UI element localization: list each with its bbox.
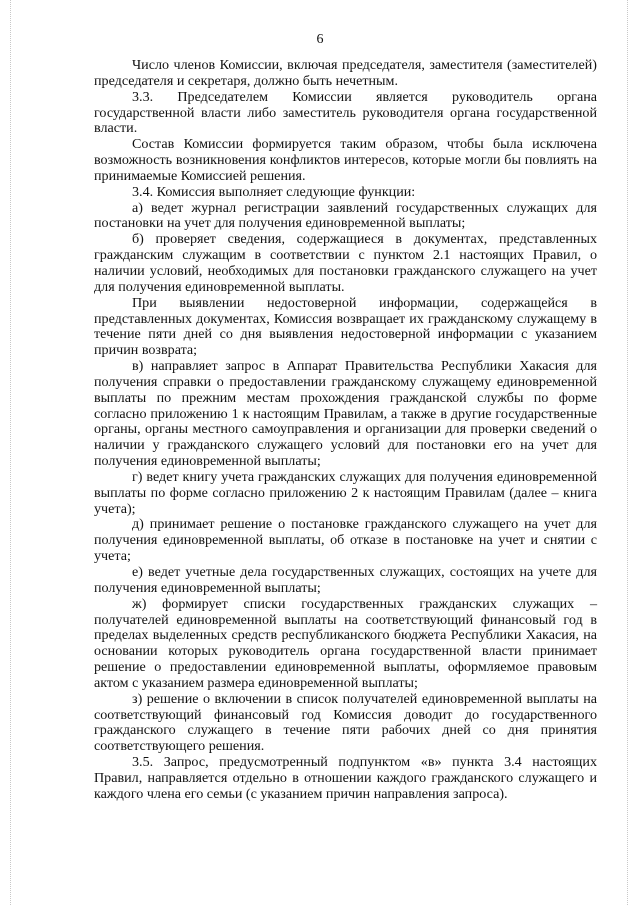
paragraph-3-3: 3.3. Председателем Комиссии является руководитель органа государственной власти либо заместитель руководителя органа государственной власти. [94,88,597,137]
scan-edge-right [627,0,628,905]
paragraph-3-4-d: д) принимает решение о постановке гражданского служащего на учет для получения единовременной выплаты, об отказе в постановке на учет и снятии с учета; [94,516,597,565]
paragraph-3-4-g: г) ведет книгу учета гражданских служащих для получения единовременной выплаты по форме согласно приложению 2 к настоящим Правилам (далее – книга учета); [94,468,597,517]
paragraph-commission-members: Число членов Комиссии, включая председателя, заместителя (заместителей) председателя и секретаря, должно быть нечетным. [94,57,597,89]
paragraph-3-5: 3.5. Запрос, предусмотренный подпунктом «в» пункта 3.4 настоящих Правил, направляется отдельно в отношении каждого гражданского служащего и каждого члена его семьи (с указанием причин направления запроса). [94,754,597,802]
paragraph-3-4-v: в) направляет запрос в Аппарат Правительства Республики Хакасия для получения справки о предоставлении гражданскому служащему единовременной выплаты по прежним местам прохождения гражданской службы по форме согласно приложению 1 к настоящим Правилам, а также в другие государственные органы, органы местного самоуправления и организации для проверки сведений о наличии у гражданского служащего условий для постановки его на учет для получения единовременной выплаты; [94,358,597,470]
scan-edge-left [10,0,11,905]
paragraph-3-4-b: б) проверяет сведения, содержащиеся в документах, представленных гражданским служащим в соответствии с пунктом 2.1 настоящих Правил, о наличии условий, необходимых для постановки гражданского служащего на учет для получения единовременной выплаты. [94,231,597,295]
paragraph-3-4-z: з) решение о включении в список получателей единовременной выплаты на соответствующий финансовый год Комиссия доводит до государственного гражданского служащего в течение пяти рабочих дней со дня принятия соответствующего решения. [94,690,597,755]
paragraph-false-info: При выявлении недостоверной информации, содержащейся в представленных документах, Комиссия возвращает их гражданскому служащему в течение пяти дней со дня выявления недостоверной информации с указанием причин возврата; [94,294,597,359]
paragraph-3-4-e: е) ведет учетные дела государственных служащих, состоящих на учете для получения единовременной выплаты; [94,564,597,596]
paragraph-commission-composition: Состав Комиссии формируется таким образом, чтобы была исключена возможность возникновения конфликтов интересов, которые могли бы повлиять на принимаемые Комиссией решения. [94,136,597,184]
page-number: 6 [316,32,324,47]
document-body [94,58,597,803]
paragraph-3-4: 3.4. Комиссия выполняет следующие функции: [132,183,416,200]
paragraph-3-4-a: а) ведет журнал регистрации заявлений государственных служащих для постановки на учет для получения единовременной выплаты; [94,199,597,232]
paragraph-3-4-zh: ж) формирует списки государственных гражданских служащих – получателей единовременной выплаты на соответствующий финансовый год в пределах выделенных средств республиканского бюджета Республики Хакасия, на основании которых руководитель органа государственной власти принимает решение о предоставлении единовременной выплаты, оформляемое правовым актом с указанием размера единовременной выплаты; [94,595,597,691]
